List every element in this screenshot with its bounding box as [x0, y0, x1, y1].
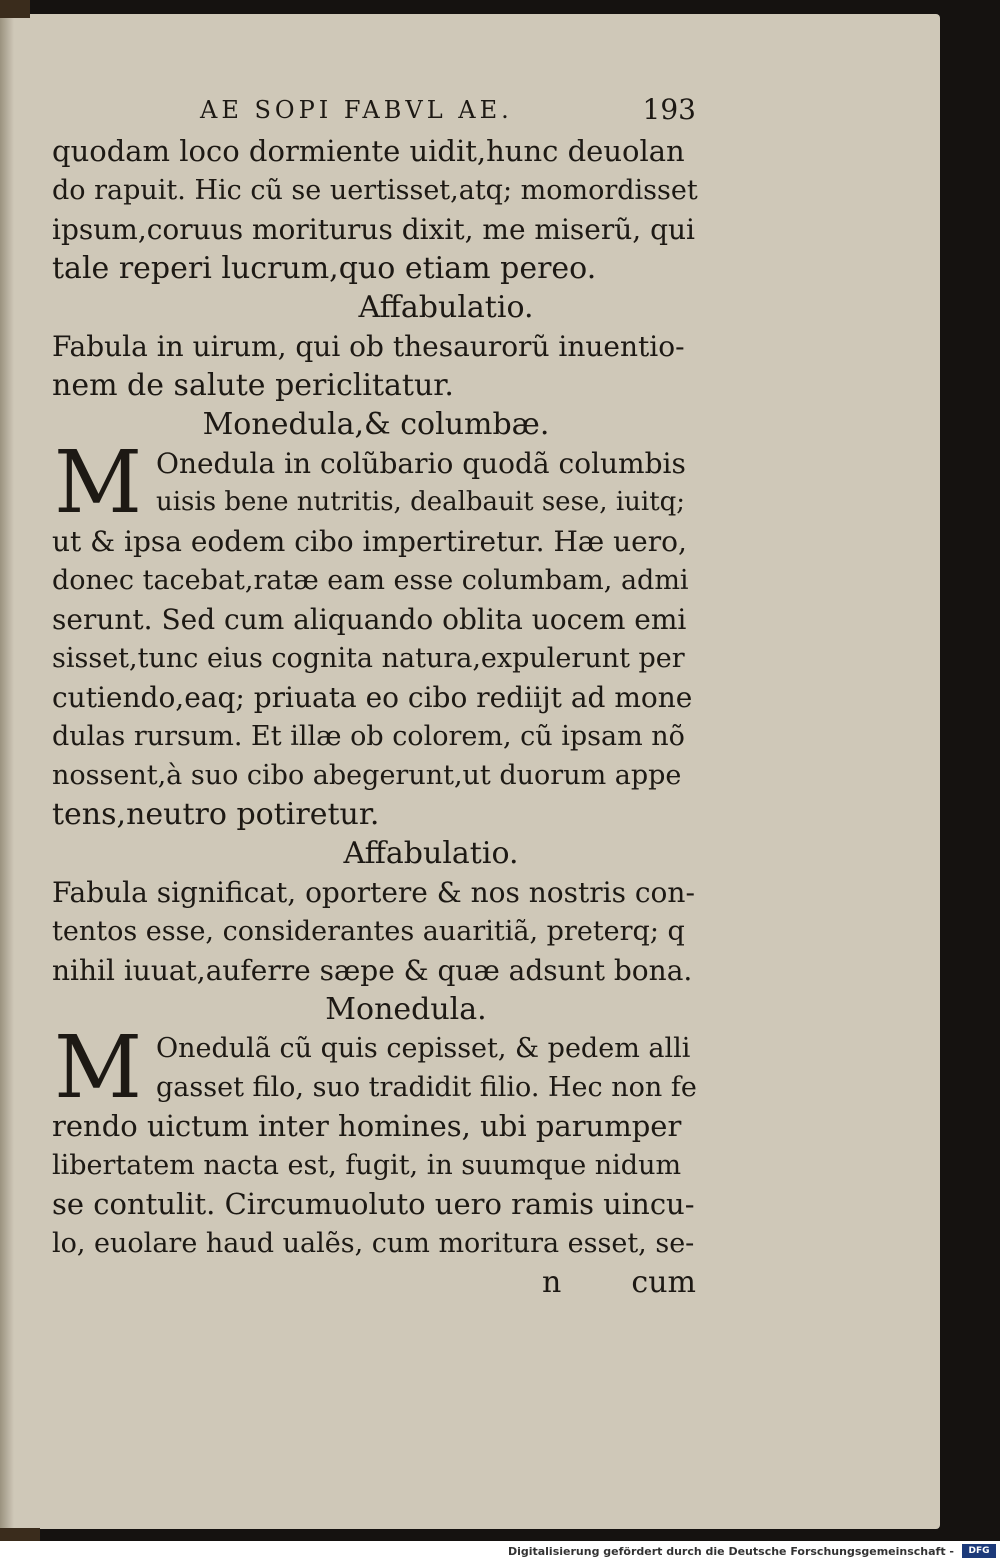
text-line: uisis bene nutritis, dealbauit sese, iuitq;	[156, 487, 686, 517]
text-line: do rapuit. Hic cũ se uertisset,atq; momordisset	[52, 175, 698, 206]
text-line: gasset filo, suo tradidit filio. Hec non fe	[156, 1072, 697, 1103]
text-line: lo, euolare haud ualẽs, cum moritura esset, se-	[52, 1228, 695, 1259]
text-line: nihil iuuat,auferre sæpe & quæ adsunt bona.	[52, 954, 693, 987]
running-title: AE SOPI FABVL AE.	[200, 96, 513, 124]
text-line: Onedula in colũbario quodã columbis	[156, 447, 686, 480]
funding-note: Digitalisierung gefördert durch die Deutsche Forschungsgemeinschaft -	[507, 1545, 954, 1558]
text-line: ipsum,coruus moriturus dixit, me miserũ, qui	[52, 213, 695, 246]
text-line: tale reperi lucrum,quo etiam pereo.	[52, 251, 597, 286]
text-line: se contulit. Circumuoluto uero ramis uincu-	[52, 1187, 695, 1221]
running-header	[52, 88, 700, 132]
text-line: rendo uictum inter homines, ubi parumper	[52, 1109, 682, 1143]
dfg-logo: DFG	[962, 1544, 996, 1558]
catchword: cum	[631, 1265, 696, 1300]
text-block	[52, 88, 700, 1302]
text-line: nossent,à suo cibo abegerunt,ut duorum appe	[52, 760, 682, 791]
text-line: nem de salute periclitatur.	[52, 368, 454, 403]
signature-mark: n	[542, 1265, 562, 1300]
fable-paragraph	[52, 433, 700, 834]
digitization-footer	[0, 1541, 1000, 1561]
text-line: Onedulã cũ quis cepisset, & pedem alli	[156, 1033, 691, 1064]
affabulatio-heading: Affabulatio.	[343, 836, 519, 871]
fable-title: Monedula.	[325, 992, 487, 1027]
drop-initial: M	[54, 433, 143, 533]
drop-initial: M	[54, 1018, 143, 1118]
text-line: tentos esse, considerantes auaritiã, preterq; q	[52, 916, 685, 947]
binding-corner	[0, 1528, 40, 1542]
text-line: sisset,tunc eius cognita natura,expulerunt per	[52, 643, 685, 674]
text-line: Fabula in uirum, qui ob thesaurorũ inuentio-	[52, 330, 685, 363]
page-spine-shadow	[0, 14, 14, 1529]
text-line: donec tacebat,ratæ eam esse columbam, admi	[52, 565, 689, 596]
fable-paragraph	[52, 1018, 700, 1263]
text-line: quodam loco dormiente uidit,hunc deuolan	[52, 134, 685, 168]
text-line: dulas rursum. Et illæ ob colorem, cũ ipsam nõ	[52, 721, 685, 752]
binding-corner	[0, 0, 30, 18]
text-line: tens,neutro potiretur.	[52, 797, 380, 832]
catchline	[52, 1263, 700, 1302]
fable-title: Monedula,& columbæ.	[202, 407, 550, 442]
text-line: cutiendo,eaq; priuata eo cibo rediijt ad mone	[52, 681, 693, 714]
page-number: 193	[642, 93, 696, 126]
text-line: Fabula significat, oportere & nos nostris con-	[52, 876, 695, 909]
text-line: serunt. Sed cum aliquando oblita uocem emi	[52, 603, 687, 636]
text-line: libertatem nacta est, fugit, in suumque nidum	[52, 1150, 682, 1181]
affabulatio-heading: Affabulatio.	[358, 290, 534, 325]
text-line: ut & ipsa eodem cibo impertiretur. Hæ uero,	[52, 525, 687, 558]
